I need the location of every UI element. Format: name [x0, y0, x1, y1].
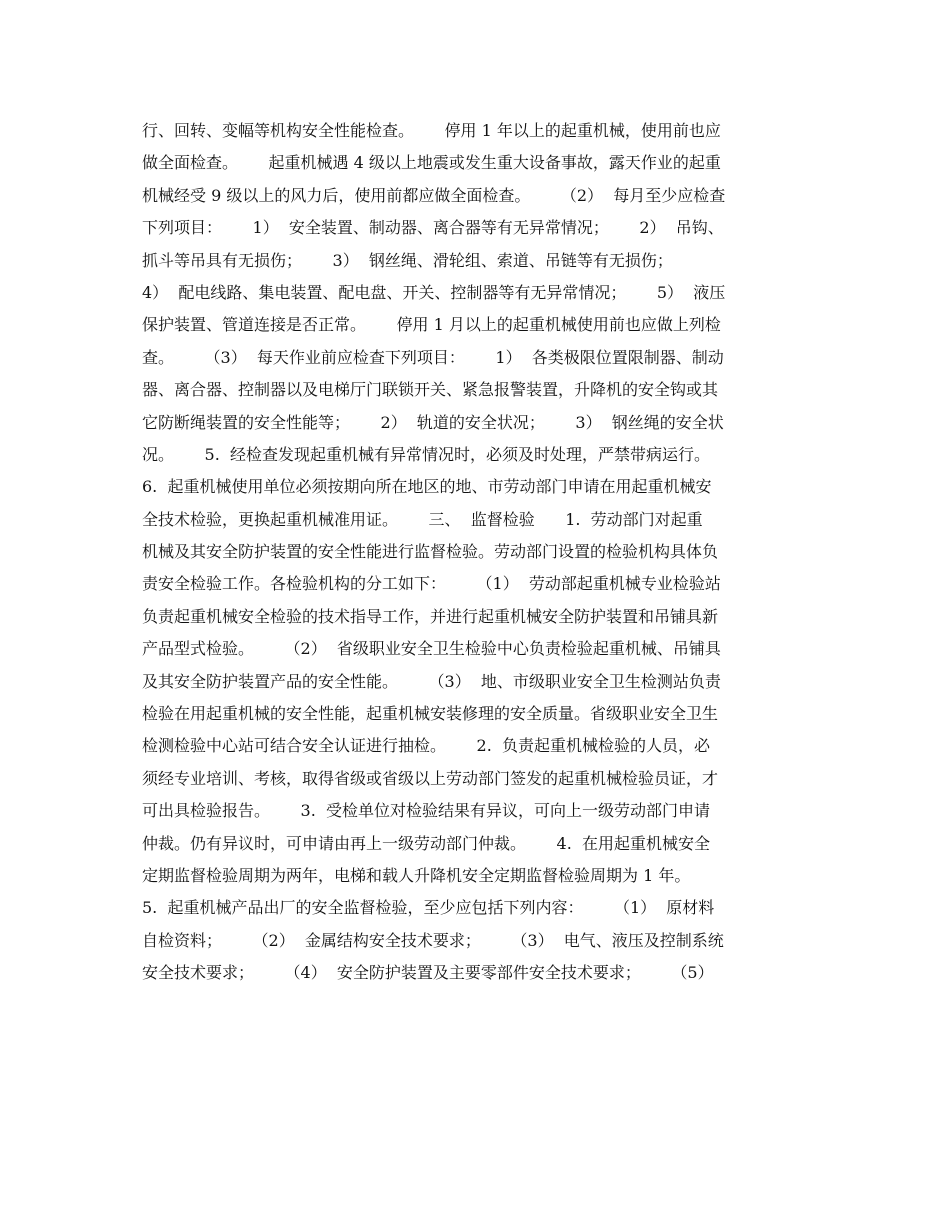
text-line: 全技术检验，更换起重机械准用证。 三、 监督检验 1. 劳动部门对起重	[142, 509, 703, 529]
text-line: 保护装置、管道连接是否正常。 停用 1 月以上的起重机械使用前也应做上列检	[142, 315, 721, 335]
text-line: 做全面检查。 起重机械遇 4 级以上地震或发生重大设备事故，露天作业的起重	[142, 153, 721, 173]
text-line: 负责起重机械安全检验的技术指导工作，并进行起重机械安全防护装置和吊铺具新	[142, 606, 719, 626]
text-line: 检验在用起重机械的安全性能，起重机械安装修理的安全质量。省级职业安全卫生	[142, 704, 719, 724]
text-line: 安全技术要求； （4） 安全防护装置及主要零部件安全技术要求； （5）	[142, 963, 714, 983]
text-line: 机械经受 9 级以上的风力后，使用前都应做全面检查。 （2） 每月至少应检查	[142, 185, 726, 205]
text-line: 仲裁。仍有异议时，可申请由再上一级劳动部门仲裁。 4. 在用起重机械安全	[142, 833, 710, 853]
text-line: 须经专业培训、考核，取得省级或省级以上劳动部门签发的起重机械检验员证，才	[142, 768, 719, 788]
text-line: 查。 （3） 每天作业前应检查下列项目： 1） 各类极限位置限制器、制动	[142, 347, 724, 367]
text-line: 检测检验中心站可结合安全认证进行抽检。 2. 负责起重机械检验的人员，必	[142, 736, 710, 756]
text-line: 器、离合器、控制器以及电梯厅门联锁开关、紧急报警装置，升降机的安全钩或其	[142, 380, 719, 400]
text-line: 机械及其安全防护装置的安全性能进行监督检验。劳动部门设置的检验机构具体负	[142, 542, 719, 562]
text-line: 它防断绳装置的安全性能等； 2） 轨道的安全状况； 3） 钢丝绳的安全状	[142, 412, 724, 432]
text-line: 5. 起重机械产品出厂的安全监督检验，至少应包括下列内容： （1） 原材料	[142, 898, 715, 918]
text-line: 下列项目： 1） 安全装置、制动器、离合器等有无异常情况； 2） 吊钩、	[142, 218, 724, 238]
text-line: 况。 5. 经检查发现起重机械有异常情况时，必须及时处理，严禁带病运行。	[142, 444, 710, 464]
text-line: 自检资料； （2） 金属结构安全技术要求； （3） 电气、液压及控制系统	[142, 930, 724, 950]
body-text	[142, 115, 818, 990]
text-line: 产品型式检验。 （2） 省级职业安全卫生检验中心负责检验起重机械、吊铺具	[142, 639, 721, 659]
text-line: 及其安全防护装置产品的安全性能。 （3） 地、市级职业安全卫生检测站负责	[142, 671, 721, 691]
text-line: 行、回转、变幅等机构安全性能检查。 停用 1 年以上的起重机械，使用前也应	[142, 121, 721, 140]
text-line: 定期监督检验周期为两年，电梯和载人升降机安全定期监督检验周期为 1 年。	[142, 865, 691, 885]
text-line: 可出具检验报告。 3. 受检单位对检验结果有异议，可向上一级劳动部门申请	[142, 801, 710, 821]
text-line: 责安全检验工作。各检验机构的分工如下： （1） 劳动部起重机械专业检验站	[142, 574, 721, 594]
text-line: 6. 起重机械使用单位必须按期向所在地区的地、市劳动部门申请在用起重机械安	[142, 477, 712, 497]
text-line: 抓斗等吊具有无损伤； 3） 钢丝绳、滑轮组、索道、吊链等有无损伤；	[142, 250, 673, 270]
text-line: 4） 配电线路、集电装置、配电盘、开关、控制器等有无异常情况； 5） 液压	[142, 282, 726, 302]
